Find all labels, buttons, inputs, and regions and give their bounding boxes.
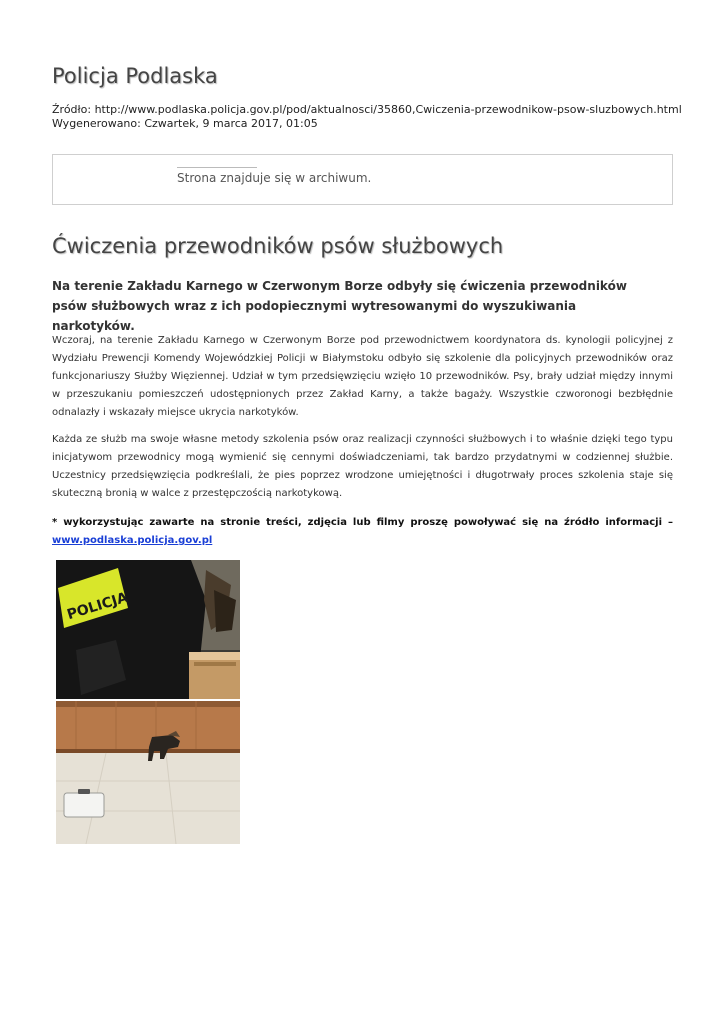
source-note-link[interactable]: www.podlaska.policja.gov.pl [52, 535, 213, 546]
site-title: Policja Podlaska [52, 64, 218, 88]
photo-dog-search-image [56, 701, 240, 844]
article-lead: Na terenie Zakładu Karnego w Czerwonym Borze odbyły się ćwiczenia przewodników psów służbowych wraz z ich podopiecznymi wytresowanymi do wyszukiwania narkotyków. [52, 279, 627, 333]
source-note [52, 514, 673, 550]
article-title: Ćwiczenia przewodników psów służbowych [52, 234, 504, 258]
article-paragraph-2: Każda ze służb ma swoje własne metody szkolenia psów oraz realizacji czynności służbowych i to właśnie dzięki tego typu inicjatywom przewodnicy mogą wymienić się cennymi doświadczeniami, tak bardzo przydatnymi w codziennej służbie. Uczestnicy przedsięwzięcia podkreślali, że pies poprzez wrodzone umiejętności i długotrwały proces szkolenia staje się skuteczną bronią w walce z przestępczością narkotykową. [52, 434, 673, 499]
photo-dog-search[interactable] [56, 701, 240, 844]
document-meta [52, 103, 682, 131]
photo-police-officer[interactable] [56, 560, 240, 699]
archive-notice: Strona znajduje się w archiwum. [177, 171, 372, 185]
generated-line: Wygenerowano: Czwartek, 9 marca 2017, 01:05 [52, 117, 318, 130]
source-line: Źródło: http://www.podlaska.policja.gov.pl/pod/aktualnosci/35860,Cwiczenia-przewodnikow-psow-sluzbowych.html [52, 103, 682, 116]
photo-police-officer-image [56, 560, 240, 699]
archive-notice-box [52, 154, 673, 205]
archive-divider [177, 167, 257, 168]
article-paragraph-1: Wczoraj, na terenie Zakładu Karnego w Czerwonym Borze pod przewodnictwem koordynatora ds. kynologii policyjnej z Wydziału Prewencji Komendy Wojewódzkiej Policji w Białymstoku odbyło się szkolenie dla policyjnych przewodników oraz funkcjonariuszy Służby Więziennej. Udział w tym przedsięwzięciu wzięło 10 przewodników. Psy, brały udział między innymi w przeszukaniu pomieszczeń udostępnionych przez Zakład Karny, a także bagaży. Wszystkie czworonogi bezbłędnie odnalazły i wskazały miejsce ukrycia narkotyków. [52, 335, 673, 418]
source-note-text: * wykorzystując zawarte na stronie treści, zdjęcia lub filmy proszę powoływać się na źródło informacji – [52, 517, 673, 528]
vest-label: POLICJA [65, 589, 130, 624]
